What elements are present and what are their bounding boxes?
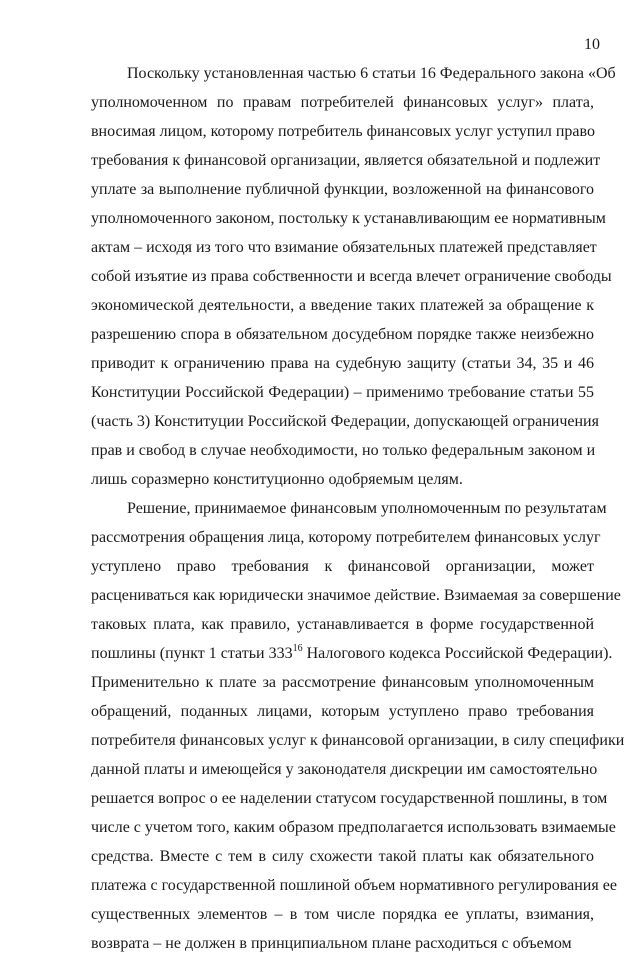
paragraph xyxy=(91,59,616,494)
body-text xyxy=(91,59,625,958)
page-number: 10 xyxy=(584,36,600,53)
text-line: платежа с государственной пошлиной объем нормативного регулирования ее xyxy=(91,877,617,894)
text-line: решается вопрос о ее наделении статусом государственной пошлины, в том xyxy=(91,790,608,807)
text-line: собой изъятие из права собственности и всегда влечет ограничение свободы xyxy=(91,268,612,285)
text-line: прав и свобод в случае необходимости, но только федеральным законом и xyxy=(91,442,596,459)
text-line: обращений, поданных лицами, которым уступлено право требования xyxy=(91,703,594,720)
text-line: разрешению спора в обязательном досудебном порядке также неизбежно xyxy=(91,326,594,343)
paragraph xyxy=(91,494,625,958)
text-line: уполномоченного законом, постольку к устанавливающим ее нормативным xyxy=(91,210,606,227)
text-line-part: Налогового кодекса Российской Федерации). xyxy=(302,645,613,662)
text-line: актам – исходя из того что взимание обязательных платежей представляет xyxy=(91,239,597,256)
text-line: требования к финансовой организации, является обязательной и подлежит xyxy=(91,152,601,169)
text-line: рассмотрения обращения лица, которому потребителем финансовых услуг xyxy=(91,529,601,546)
text-line: числе с учетом того, каким образом предполагается использовать взимаемые xyxy=(91,819,616,836)
text-line-part: пошлины (пункт 1 статьи 333 xyxy=(91,645,293,662)
superscript: 16 xyxy=(292,643,303,654)
text-line: приводит к ограничению права на судебную защиту (статьи 34, 35 и 46 xyxy=(91,355,594,372)
text-line: вносимая лицом, которому потребитель финансовых услуг уступил право xyxy=(91,123,595,140)
text-line: возврата – не должен в принципиальном плане расходиться с объемом xyxy=(91,935,572,952)
text-line: лишь соразмерно конституционно одобряемым целям. xyxy=(91,471,463,488)
text-line: таковых плата, как правило, устанавливается в форме государственной xyxy=(91,616,594,633)
text-line: Применительно к плате за рассмотрение финансовым уполномоченным xyxy=(91,674,594,691)
text-line: расцениваться как юридически значимое действие. Взимаемая за совершение xyxy=(91,587,621,604)
text-line: средства. Вместе с тем в силу схожести такой платы как обязательного xyxy=(91,848,594,865)
text-line: экономической деятельности, а введение таких платежей за обращение к xyxy=(91,297,594,314)
text-line: (часть 3) Конституции Российской Федерации, допускающей ограничения xyxy=(91,413,599,430)
text-line: уступлено право требования к финансовой организации, может xyxy=(91,558,594,575)
text-line: Решение, принимаемое финансовым уполномоченным по результатам xyxy=(127,500,607,517)
text-line: Конституции Российской Федерации) – применимо требование статьи 55 xyxy=(91,384,594,401)
text-line: существенных элементов – в том числе порядка ее уплаты, взимания, xyxy=(91,906,594,923)
text-line: потребителя финансовых услуг к финансовой организации, в силу специфики xyxy=(91,732,625,749)
text-line: уполномоченном по правам потребителей финансовых услуг» плата, xyxy=(91,94,594,111)
text-line: Поскольку установленная частью 6 статьи 16 Федерального закона «Об xyxy=(127,65,616,82)
text-line: данной платы и имеющейся у законодателя дискреции им самостоятельно xyxy=(91,761,598,778)
text-line xyxy=(91,639,613,668)
text-line: уплате за выполнение публичной функции, возложенной на финансового xyxy=(91,181,594,198)
